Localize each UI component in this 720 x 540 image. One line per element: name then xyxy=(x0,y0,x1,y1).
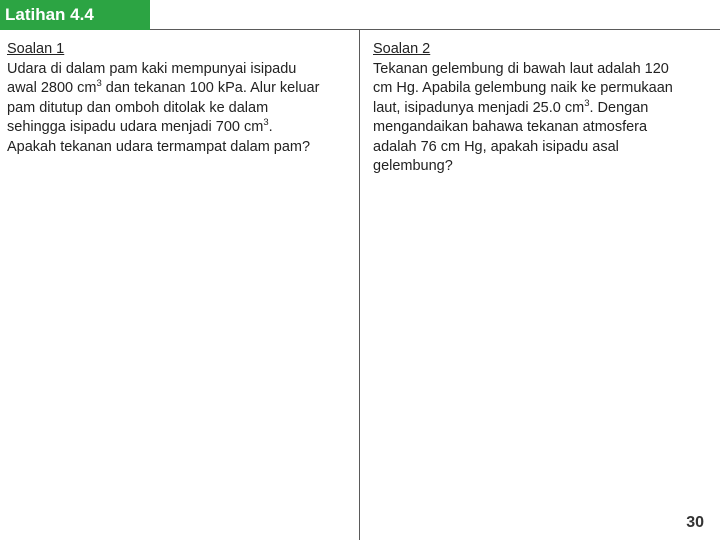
question-2-line: gelembung? xyxy=(373,158,453,174)
question-1-line: Apakah tekanan udara termampat dalam pam? xyxy=(7,138,311,155)
top-rule xyxy=(150,29,720,30)
question-2-line: Tekanan gelembung di bawah laut adalah 120 xyxy=(373,60,669,77)
question-1-text: awal 2800 cm xyxy=(7,80,97,96)
question-2 xyxy=(373,40,713,177)
question-2-heading: Soalan 2 xyxy=(373,41,431,57)
question-1-line xyxy=(7,79,357,99)
question-2-line: adalah 76 cm Hg, apakah isipadu asal xyxy=(373,138,619,155)
question-1-text: . xyxy=(268,119,273,135)
question-2-text: laut, isipadunya menjadi 25.0 cm xyxy=(373,99,585,116)
question-1-text: sehingga isipadu udara menjadi 700 cm xyxy=(7,119,264,135)
question-2-line xyxy=(373,99,713,119)
superscript-3: 3 xyxy=(263,117,269,128)
slide-title: Latihan 4.4 xyxy=(0,0,150,30)
column-divider xyxy=(359,30,360,540)
question-1-line xyxy=(7,118,357,138)
question-1-line: pam ditutup dan omboh ditolak ke dalam xyxy=(7,99,269,116)
question-1-heading: Soalan 1 xyxy=(7,41,65,57)
question-1 xyxy=(7,40,357,157)
question-2-line: cm Hg. Apabila gelembung naik ke permukaan xyxy=(373,80,673,96)
page-number: 30 xyxy=(686,514,704,531)
question-2-line: mengandaikan bahawa tekanan atmosfera xyxy=(373,119,648,135)
question-2-text: . Dengan xyxy=(589,99,649,116)
superscript-3: 3 xyxy=(96,78,102,89)
question-1-text: dan tekanan 100 kPa. Alur keluar xyxy=(101,80,320,96)
superscript-3: 3 xyxy=(584,97,590,109)
question-1-line: Udara di dalam pam kaki mempunyai isipadu xyxy=(7,60,297,77)
